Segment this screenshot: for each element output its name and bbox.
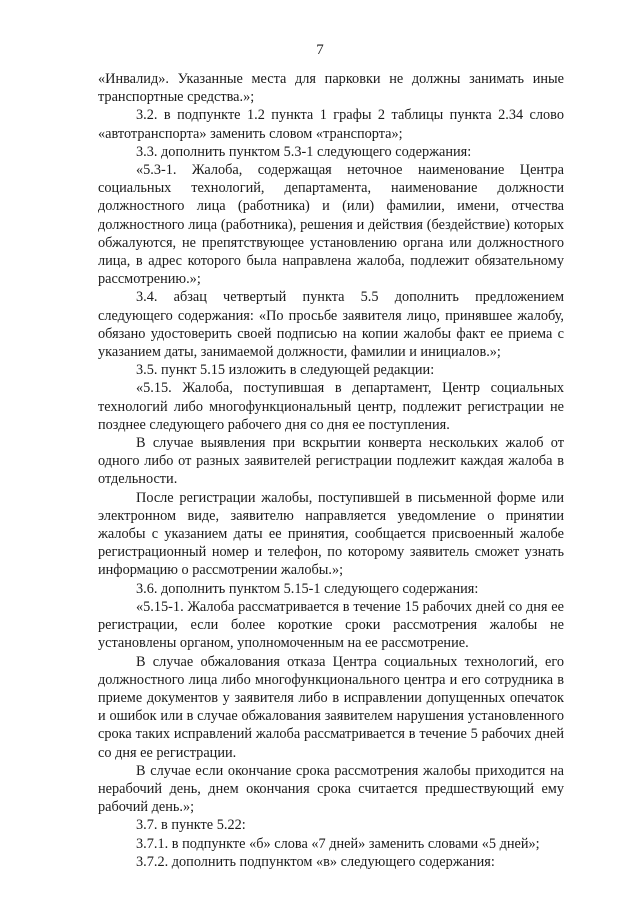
paragraph: 3.4. абзац четвертый пункта 5.5 дополнить предложением следующего содержания: «По просьбе заявителя лицо, принявшее жалобу, обязано удостоверить своей подписью на копии жалобы факт ее приема с указанием даты, занимаемой должности, фамилии и инициалов.»;	[98, 289, 564, 361]
page-number: 7	[316, 42, 324, 58]
paragraph: 3.7. в пункте 5.22:	[136, 817, 246, 834]
paragraph: «Инвалид». Указанные места для парковки не должны занимать иные транспортные средства.»;	[98, 71, 564, 106]
paragraph: 3.6. дополнить пунктом 5.15-1 следующего содержания:	[136, 580, 479, 597]
paragraph: В случае обжалования отказа Центра социальных технологий, его должностного лица либо многофункционального центра и его сотрудника в приеме документов у заявителя либо в исправлении допущенных опечаток и ошибок или в случае обжалования заявителем нарушения установленного срока таких исправлений жалоба рассматривается в течение 5 рабочих дней со дня ее регистрации.	[98, 653, 564, 761]
paragraph: 3.2. в подпункте 1.2 пункта 1 графы 2 таблицы пункта 2.34 слово «автотранспорта» заменить словом «транспорта»;	[98, 107, 564, 142]
document-body	[98, 70, 564, 871]
paragraph: 3.7.1. в подпункте «б» слова «7 дней» заменить словами «5 дней»;	[136, 835, 540, 852]
paragraph: После регистрации жалобы, поступившей в письменной форме или электронном виде, заявителю направляется уведомление о принятии жалобы с указанием даты ее принятия, сообщается присвоенный жалобе регистрационный номер и телефон, по которому заявитель сможет узнать информацию о рассмотрении жалобы.»;	[98, 489, 564, 579]
paragraph: В случае выявления при вскрытии конверта нескольких жалоб от одного либо от разных заявителей регистрации подлежит каждая жалоба в отдельности.	[98, 435, 564, 488]
paragraph: «5.15. Жалоба, поступившая в департамент, Центр социальных технологий либо многофункциональный центр, подлежит регистрации не позднее следующего рабочего дня со дня ее поступления.	[98, 380, 564, 433]
paragraph: 3.5. пункт 5.15 изложить в следующей редакции:	[136, 362, 435, 379]
paragraph: В случае если окончание срока рассмотрения жалобы приходится на нерабочий день, днем окончания срока считается предшествующий ему рабочий день.»;	[98, 762, 564, 816]
paragraph: 3.7.2. дополнить подпунктом «в» следующего содержания:	[136, 853, 495, 870]
paragraph: 3.3. дополнить пунктом 5.3-1 следующего содержания:	[136, 143, 472, 160]
paragraph: «5.3-1. Жалоба, содержащая неточное наименование Центра социальных технологий, департамента, наименование должности должностного лица (работника) и (или) фамилии, имени, отчества должностного лица (работника), решения и действия (бездействие) которых обжалуются, не препятствующее установлению органа или должностного лица, в адрес которого была направлена жалоба, подлежит обязательному рассмотрению.»;	[98, 162, 564, 288]
paragraph: «5.15-1. Жалоба рассматривается в течение 15 рабочих дней со дня ее регистрации, если более короткие сроки рассмотрения жалобы не установлены органом, уполномоченным на ее рассмотрение.	[98, 598, 564, 652]
